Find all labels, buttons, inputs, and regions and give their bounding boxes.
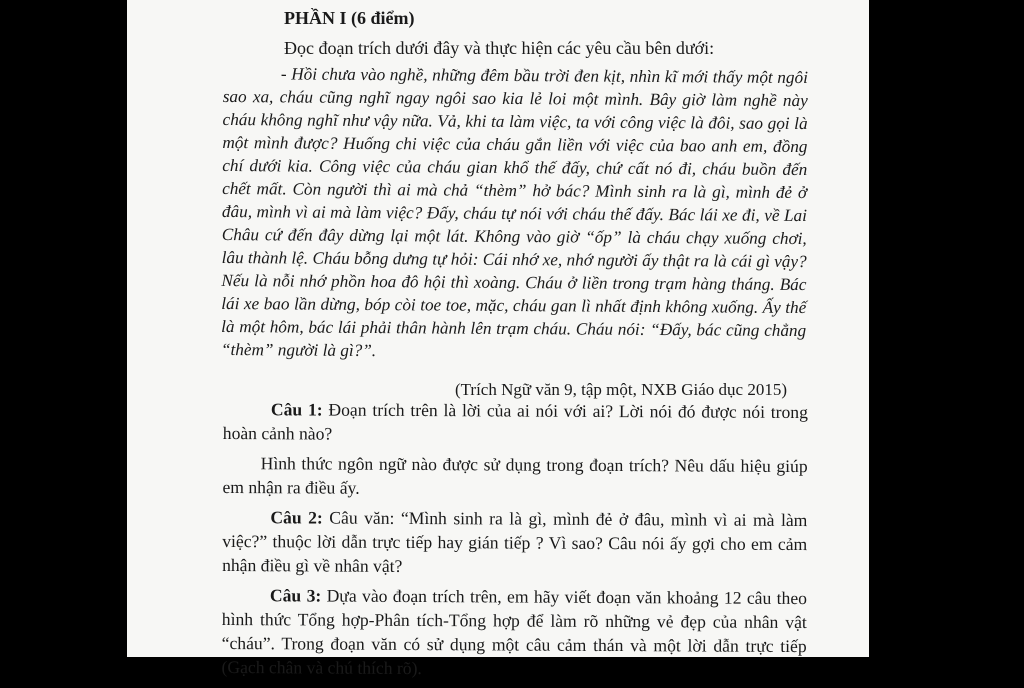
section-intro: Đọc đoạn trích dưới đây và thực hiện các yêu cầu bên dưới: [284, 38, 715, 58]
excerpt-passage [221, 62, 808, 365]
question-1 [223, 397, 808, 448]
question-2-label: Câu 2: [270, 507, 323, 528]
excerpt-text: - Hồi chưa vào nghề, những đêm bầu trời đen kịt, nhìn kĩ mới thấy một ngôi sao xa, cháu cũng nghĩ ngay ngôi sao kia lẻ loi một mình. Bây giờ làm nghề này cháu không nghĩ như vậy nữa. Vả, khi ta làm việc, ta với công việc là đôi, sao gọi là một mình được? Huống chi việc của cháu gắn liền với việc của bao anh em, đồng chí dưới kia. Công việc của cháu gian khổ thế đấy, chứ cất nó đi, cháu buồn đến chết mất. Còn người thì ai mà chả “thèm” hở bác? Mình sinh ra là gì, mình đẻ ở đâu, mình vì ai mà làm việc? Đấy, cháu tự nói với cháu thế đấy. Bác lái xe đi, về Lai Châu cứ đến đây dừng lại một lát. Không vào giờ “ốp” là cháu chạy xuống chơi, lâu thành lệ. Cháu bỗng dưng tự hỏi: Cái nhớ xe, nhớ người ấy thật ra là cái gì vậy? Nếu là nỗi nhớ phồn hoa đô hội thì xoàng. Cháu ở liền trong trạm hàng tháng. Bác lái xe bao lần dừng, bóp còi toe toe, mặc, cháu gan lì nhất định không xuống. Ấy thế là một hôm, bác lái phải thân hành lên trạm cháu. Cháu nói: “Đấy, bác cũng chẳng “thèm” người là gì?”. [220, 64, 808, 361]
question-list [221, 397, 808, 688]
question-1-sub: Hình thức ngôn ngữ nào được sử dụng trong đoạn trích? Nêu dấu hiệu giúp em nhận ra điều ấy. [222, 453, 808, 498]
question-1-label: Câu 1: [270, 399, 323, 420]
question-1-text: Đoạn trích trên là lời của ai nói với ai? Lời nói đó được nói trong hoàn cảnh nào? [222, 399, 808, 444]
question-2 [222, 505, 807, 580]
question-3 [222, 583, 807, 682]
section-heading: PHẦN I (6 điểm) [284, 8, 415, 28]
question-2-text: Câu văn: “Mình sinh ra là gì, mình đẻ ở đâu, mình vì ai mà làm việc?” thuộc lời dẫn trực tiếp hay gián tiếp ? Vì sao? Câu nói ấy gợi cho em cảm nhận điều gì về nhân vật? [222, 507, 808, 576]
document-page [127, 0, 869, 679]
question-3-label: Câu 3: [269, 585, 322, 606]
excerpt-source: (Trích Ngữ văn 9, tập một, NXB Giáo dục 2015) [454, 380, 787, 399]
question-3-text: Dựa vào đoạn trích trên, em hãy viết đoạn văn khoảng 12 câu theo hình thức Tổng hợp-Phân tích-Tổng hợp để làm rõ những vẻ đẹp của nhân vật “cháu”. Trong đoạn văn có sử dụng một câu cảm thán và một lời dẫn trực tiếp (Gạch chân và chú thích rõ). [221, 585, 808, 679]
